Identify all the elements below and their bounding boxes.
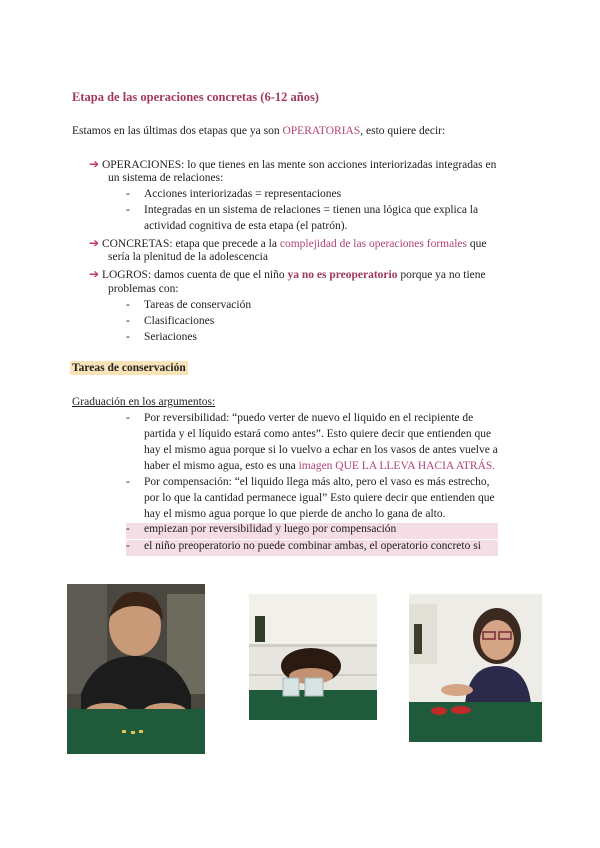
photo-girl-clay [409,594,542,742]
photo-girl-glasses [249,594,377,720]
list-item-reversibilidad: - Por reversibilidad: “puedo verter de nuevo el liquido en el recipiente de [126,412,474,424]
text-line: haber el mismo agua, esto es una imagen QUE LA LLEVA HACIA ATRÁS. [144,460,496,472]
sub-item: - Acciones interiorizadas = representaciones [126,188,342,200]
highlight-line: - el niño preoperatorio no puede combinar ambas, el operatorio concreto si [126,540,498,556]
bullet-concretas: ➔ CONCRETAS: etapa que precede a la complejidad de las operaciones formales que [89,236,487,250]
arrow-icon: ➔ [89,267,100,281]
list-item-compensacion: - Por compensación: “el liquido llega más alto, pero el vaso es más estrecho, [126,476,490,488]
intro-paragraph: Estamos en las últimas dos etapas que ya son OPERATORIAS, esto quiere decir: [72,125,446,137]
bullet-concretas-cont: sería la plenitud de la adolescencia [108,251,268,263]
operatorias-highlight: OPERATORIAS [282,125,361,137]
photo-glasses-graphic [249,594,377,720]
bullet-operaciones: ➔ OPERACIONES: lo que tienes en las mente son acciones interiorizadas integradas en [89,157,497,171]
arrow-icon: ➔ [89,157,100,171]
highlight-line: - empiezan por reversibilidad y luego por compensación [126,523,498,539]
text-line: hay el mismo agua porque si lo vuelvo a echar en los vasos de antes vuelve a [144,444,498,456]
arrow-icon: ➔ [89,236,100,250]
sub-item-cont: actividad cognitiva de esta etapa (el patrón). [144,220,348,232]
text-line: partida y el líquido estará como antes”. Esto quiere decir que entienden que [144,428,492,440]
text-line: hay el mismo agua porque lo que pierde de ancho lo gana de alto. [144,508,446,520]
section-title: Etapa de las operaciones concretas (6-12 años) [72,90,319,104]
subheading: Graduación en los argumentos: [72,396,216,408]
photo-boy-table [67,584,205,754]
list-item: - Seriaciones [126,331,198,343]
bullet-operaciones-cont: un sistema de relaciones: [108,172,224,184]
photo-boy-graphic [67,584,205,754]
list-item: - Tareas de conservación [126,299,252,311]
bullet-logros: ➔ LOGROS: damos cuenta de que el niño ya no es preoperatorio porque ya no tiene [89,267,486,281]
sub-item: - Integradas en un sistema de relaciones = tienen una lógica que explica la [126,204,479,216]
text-line: por lo que la cantidad permanece igual” Esto quiere decir que entienden que [144,492,495,504]
bullet-logros-cont: problemas con: [108,283,179,295]
section-heading: Tareas de conservación [72,362,186,374]
photo-clay-graphic [409,594,542,742]
list-item: - Clasificaciones [126,315,215,327]
